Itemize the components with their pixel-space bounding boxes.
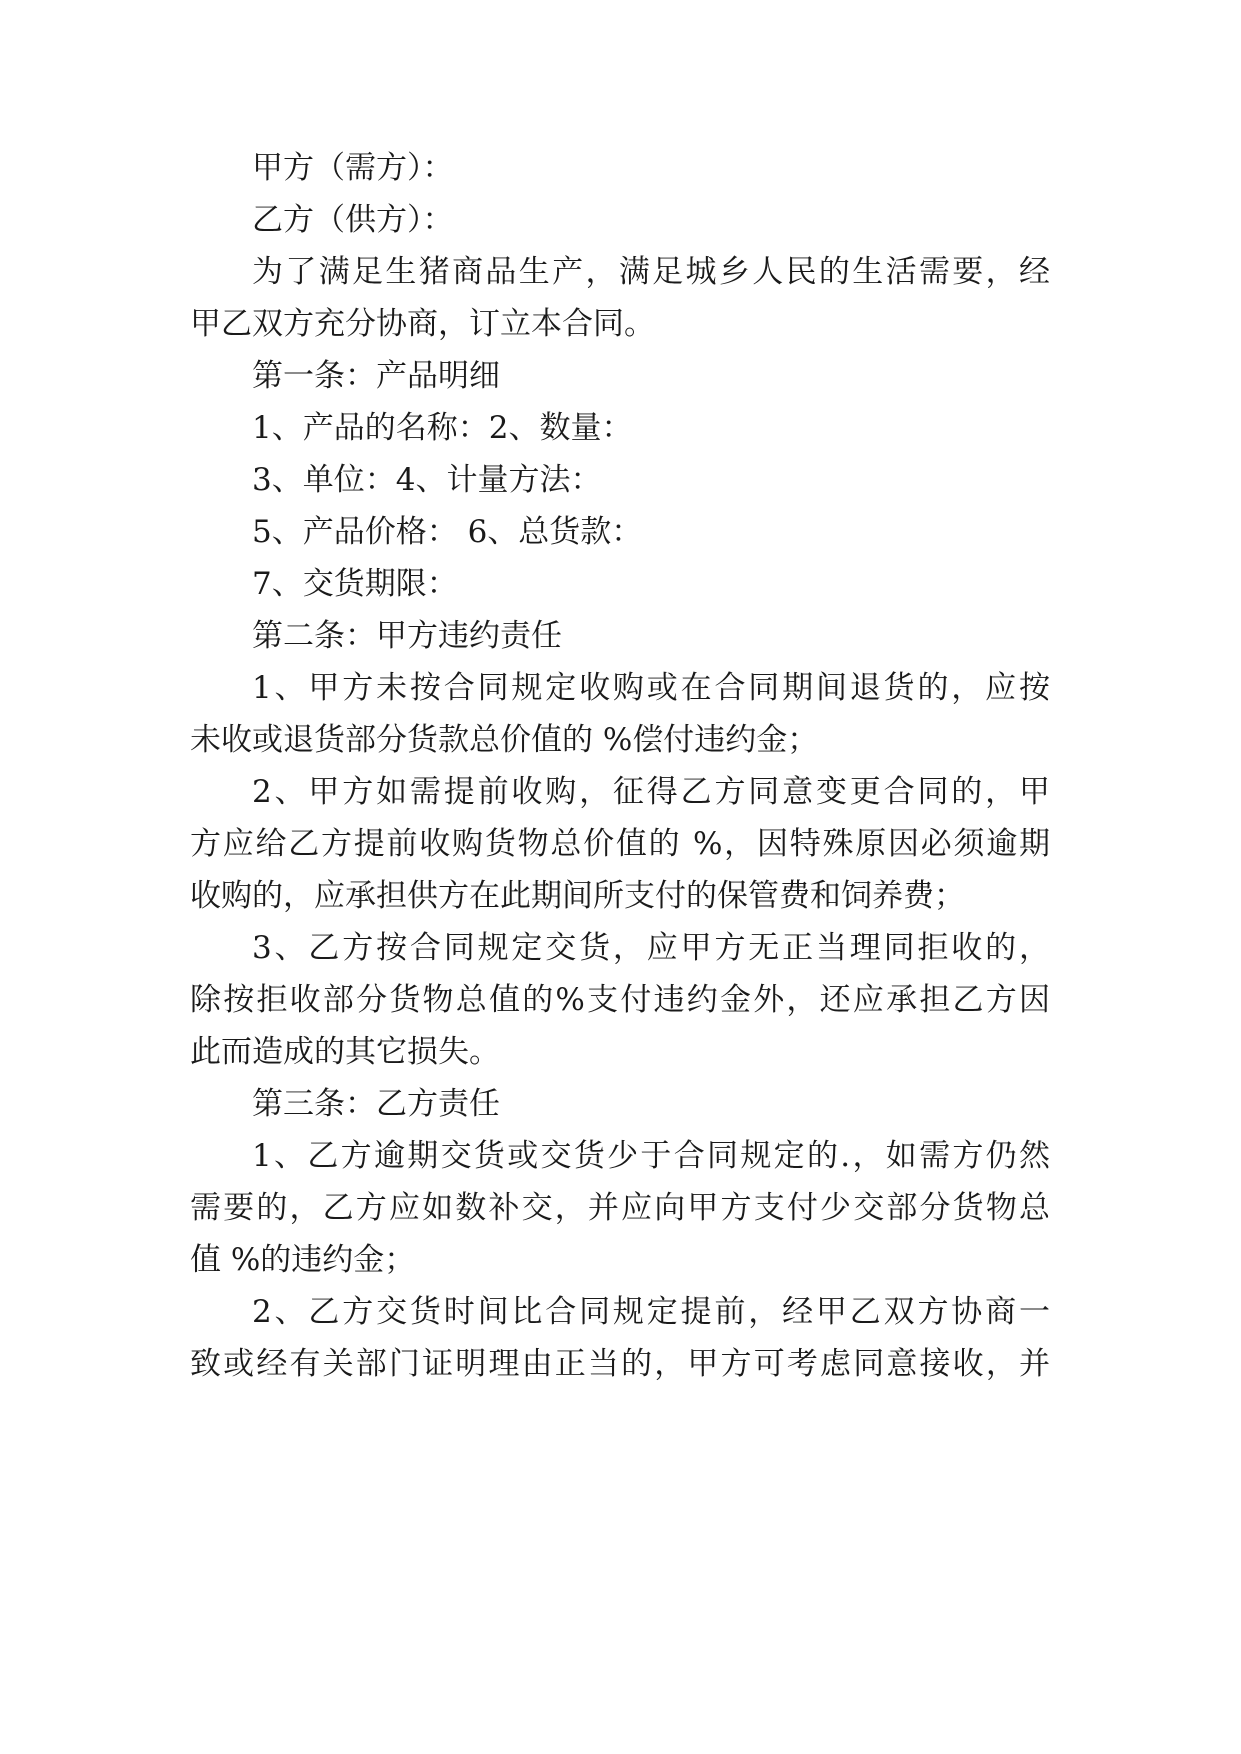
clause-line: 2、甲方如需提前收购，征得乙方同意变更合同的，甲 — [252, 774, 1050, 810]
clause-line: 3、乙方按合同规定交货，应甲方无正当理同拒收的， — [252, 930, 1050, 966]
clause-line: 需要的，乙方应如数补交，并应向甲方支付少交部分货物总 — [190, 1190, 1050, 1226]
clause-line: 未收或退货部分货款总价值的 %偿付违约金； — [190, 722, 819, 758]
product-detail-line: 7、交货期限： — [252, 566, 458, 602]
clause-line: 方应给乙方提前收购货物总价值的 %，因特殊原因必须逾期 — [190, 826, 1050, 862]
clause-line: 收购的，应承担供方在此期间所支付的保管费和饲养费； — [190, 878, 965, 914]
article-heading: 第三条：乙方责任 — [252, 1086, 500, 1122]
clause-line: 除按拒收部分货物总值的%支付违约金外，还应承担乙方因 — [190, 982, 1050, 1018]
preamble-line: 为了满足生猪商品生产，满足城乡人民的生活需要，经 — [252, 254, 1050, 290]
product-detail-line: 3、单位：4、计量方法： — [252, 462, 602, 498]
clause-line: 1、乙方逾期交货或交货少于合同规定的.，如需方仍然 — [252, 1138, 1050, 1174]
product-detail-line: 5、产品价格： 6、总货款： — [252, 514, 643, 550]
article-heading: 第一条：产品明细 — [252, 358, 500, 394]
article-heading: 第二条：甲方违约责任 — [252, 618, 562, 654]
clause-line: 值 %的违约金； — [190, 1242, 416, 1278]
clause-line: 1、甲方未按合同规定收购或在合同期间退货的，应按 — [252, 670, 1050, 706]
clause-line: 2、乙方交货时间比合同规定提前，经甲乙双方协商一 — [252, 1294, 1050, 1330]
clause-line: 致或经有关部门证明理由正当的，甲方可考虑同意接收，并 — [190, 1346, 1050, 1382]
party-a-line: 甲方（需方）： — [252, 150, 454, 186]
preamble-line: 甲乙双方充分协商，订立本合同。 — [190, 306, 655, 342]
product-detail-line: 1、产品的名称：2、数量： — [252, 410, 633, 446]
party-b-line: 乙方（供方）： — [252, 202, 454, 238]
clause-line: 此而造成的其它损失。 — [190, 1034, 500, 1070]
